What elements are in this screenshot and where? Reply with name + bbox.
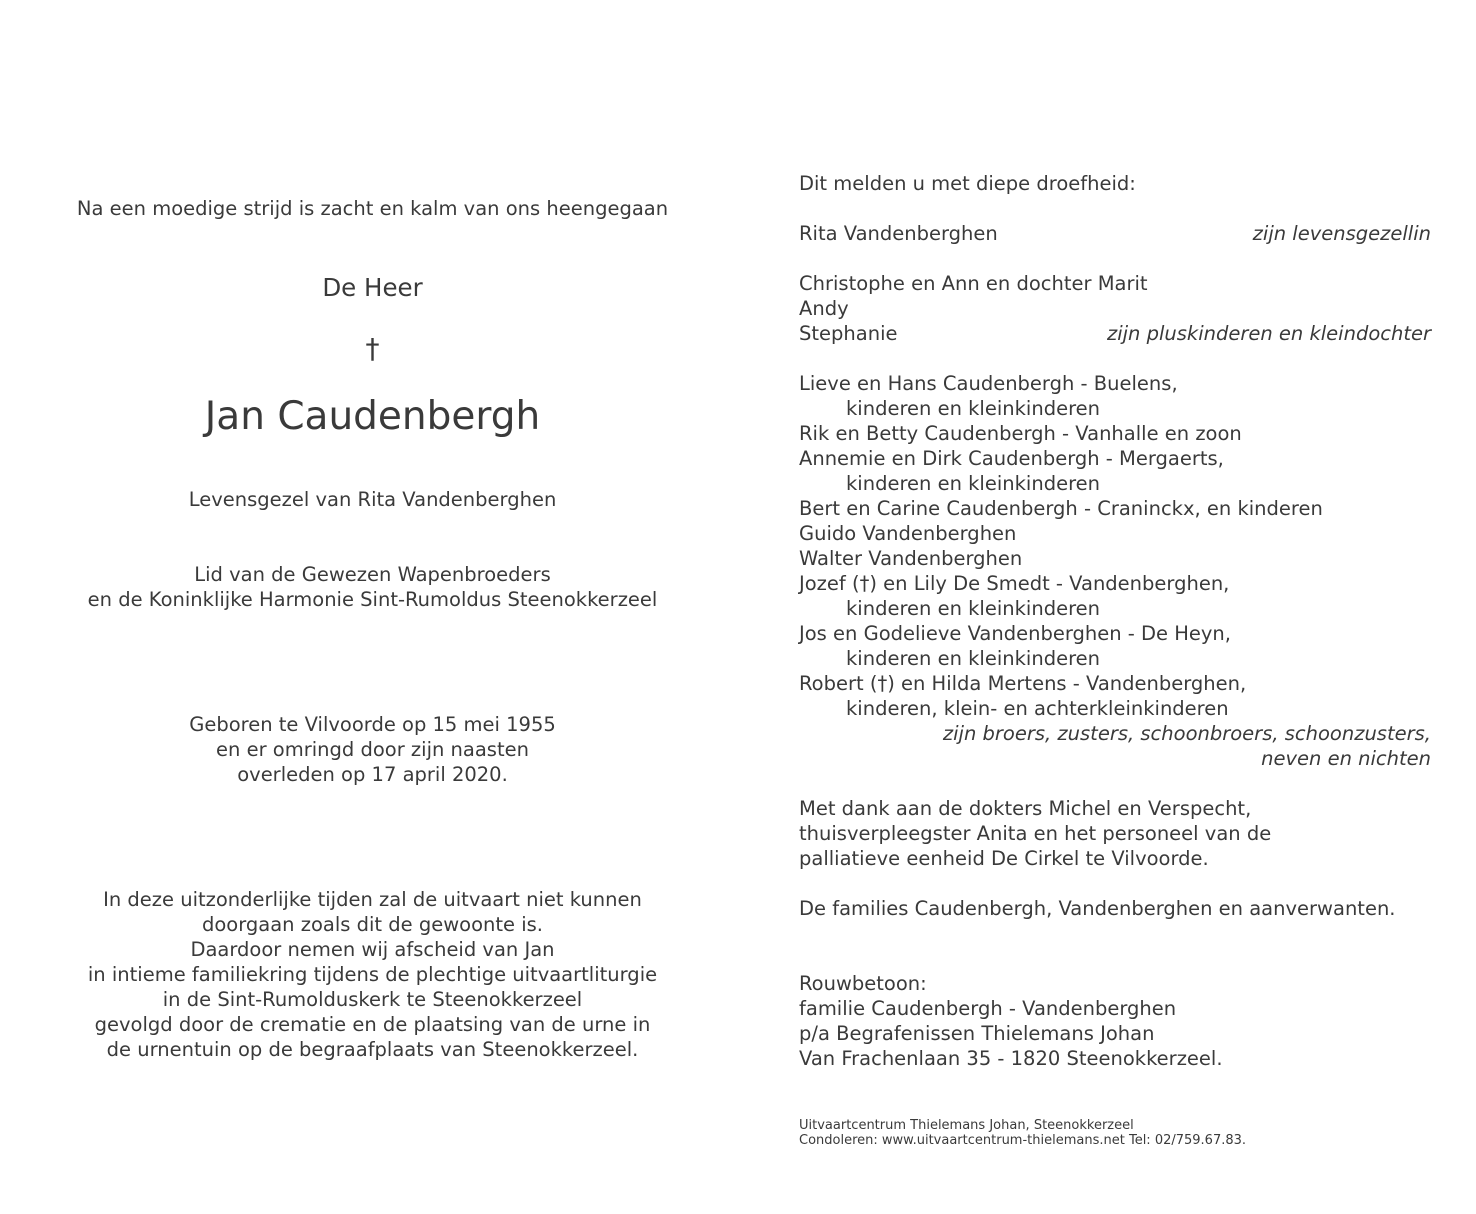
contact-line: Van Frachenlaan 35 - 1820 Steenokkerzeel. [799,1047,1223,1070]
family-line: Bert en Carine Caudenbergh - Craninckx, en kinderen [799,497,1323,520]
thanks-line: palliatieve eenheid De Cirkel te Vilvoorde. [799,847,1209,870]
family-line: Jos en Godelieve Vandenberghen - De Heyn, [799,622,1231,645]
family-line: kinderen, klein- en achterkleinkinderen [846,697,1229,720]
plus-child-line: Christophe en Ann en dochter Marit [799,272,1148,295]
plus-children-block [799,271,1431,346]
intro-text [40,196,705,221]
cross-glyph: † [365,332,380,365]
funeral-line: Daardoor nemen wij afscheid van Jan [190,938,555,961]
family-line: Guido Vandenberghen [799,522,1017,545]
families-line: De families Caudenbergh, Vandenberghen en aanverwanten. [799,897,1396,920]
membership-line: Lid van de Gewezen Wapenbroeders [194,563,551,586]
honorific-title [40,272,705,304]
birth-line: Geboren te Vilvoorde op 15 mei 1955 [189,713,556,736]
funeral-line: in intieme familiekring tijdens de plechtige uitvaartliturgie [87,963,658,986]
honorific-label: De Heer [322,273,423,302]
partner-row [799,221,1431,246]
family-line: kinderen en kleinkinderen [846,647,1101,670]
condolence-address-block [799,971,1431,1071]
family-line: Robert (†) en Hilda Mertens - Vandenberghen, [799,672,1247,695]
thanks-block [799,796,1431,871]
family-line: Rik en Betty Caudenbergh - Vanhalle en zoon [799,422,1242,445]
family-relation-line: neven en nichten [1261,747,1431,770]
family-block [799,371,1431,771]
families-line-block [799,896,1431,921]
family-line: kinderen en kleinkinderen [846,472,1101,495]
partner-name: Rita Vandenberghen [799,222,998,245]
contact-line: familie Caudenbergh - Vandenberghen [799,997,1177,1020]
footer-line: Condoleren: www.uitvaartcentrum-thielemans.net Tel: 02/759.67.83. [799,1133,1247,1148]
family-line: Walter Vandenberghen [799,547,1023,570]
membership-line: en de Koninklijke Harmonie Sint-Rumoldus Steenokkerzeel [87,588,658,611]
plus-children-relation: zijn pluskinderen en kleindochter [1106,322,1431,345]
birth-line: en er omringd door zijn naasten [216,738,529,761]
footer-line: Uitvaartcentrum Thielemans Johan, Steenokkerzeel [799,1118,1134,1133]
deceased-name [40,392,705,442]
family-line: kinderen en kleinkinderen [846,397,1101,420]
birth-line: overleden op 17 april 2020. [237,763,508,786]
thanks-line: Met dank aan de dokters Michel en Verspecht, [799,797,1252,820]
funeral-line: In deze uitzonderlijke tijden zal de uitvaart niet kunnen [103,888,642,911]
thanks-line: thuisverpleegster Anita en het personeel van de [799,822,1272,845]
partner-relation: zijn levensgezellin [1252,222,1431,245]
funeral-line: de urnentuin op de begraafplaats van Steenokkerzeel. [106,1038,639,1061]
footer-credits [799,1118,1431,1148]
plus-child-line: Stephanie [799,322,898,345]
family-line: Annemie en Dirk Caudenbergh - Mergaerts, [799,447,1224,470]
plus-child-line: Andy [799,297,849,320]
family-relation-line: zijn broers, zusters, schoonbroers, schoonzusters, [942,722,1431,745]
family-line: Lieve en Hans Caudenbergh - Buelens, [799,372,1178,395]
contact-line: Rouwbetoon: [799,972,927,995]
partner-line: Levensgezel van Rita Vandenberghen [188,488,557,511]
funeral-line: gevolgd door de crematie en de plaatsing van de urne in [94,1013,651,1036]
intro-line: Na een moedige strijd is zacht en kalm van ons heengegaan [76,197,669,220]
announcement-heading [799,171,1431,196]
funeral-line: in de Sint-Rumolduskerk te Steenokkerzeel [162,988,583,1011]
partner-text [40,487,705,512]
deceased-name-text: Jan Caudenbergh [204,394,541,439]
contact-line: p/a Begrafenissen Thielemans Johan [799,1022,1155,1045]
membership-block [40,562,705,612]
funeral-line: doorgaan zoals dit de gewoonte is. [201,913,543,936]
funeral-notice-block [40,887,705,1062]
family-line: Jozef (†) en Lily De Smedt - Vandenberghen, [799,572,1230,595]
family-line: kinderen en kleinkinderen [846,597,1101,620]
birth-death-block [40,712,705,787]
cross-icon [40,332,705,366]
announcement-heading-text: Dit melden u met diepe droefheid: [799,172,1136,195]
